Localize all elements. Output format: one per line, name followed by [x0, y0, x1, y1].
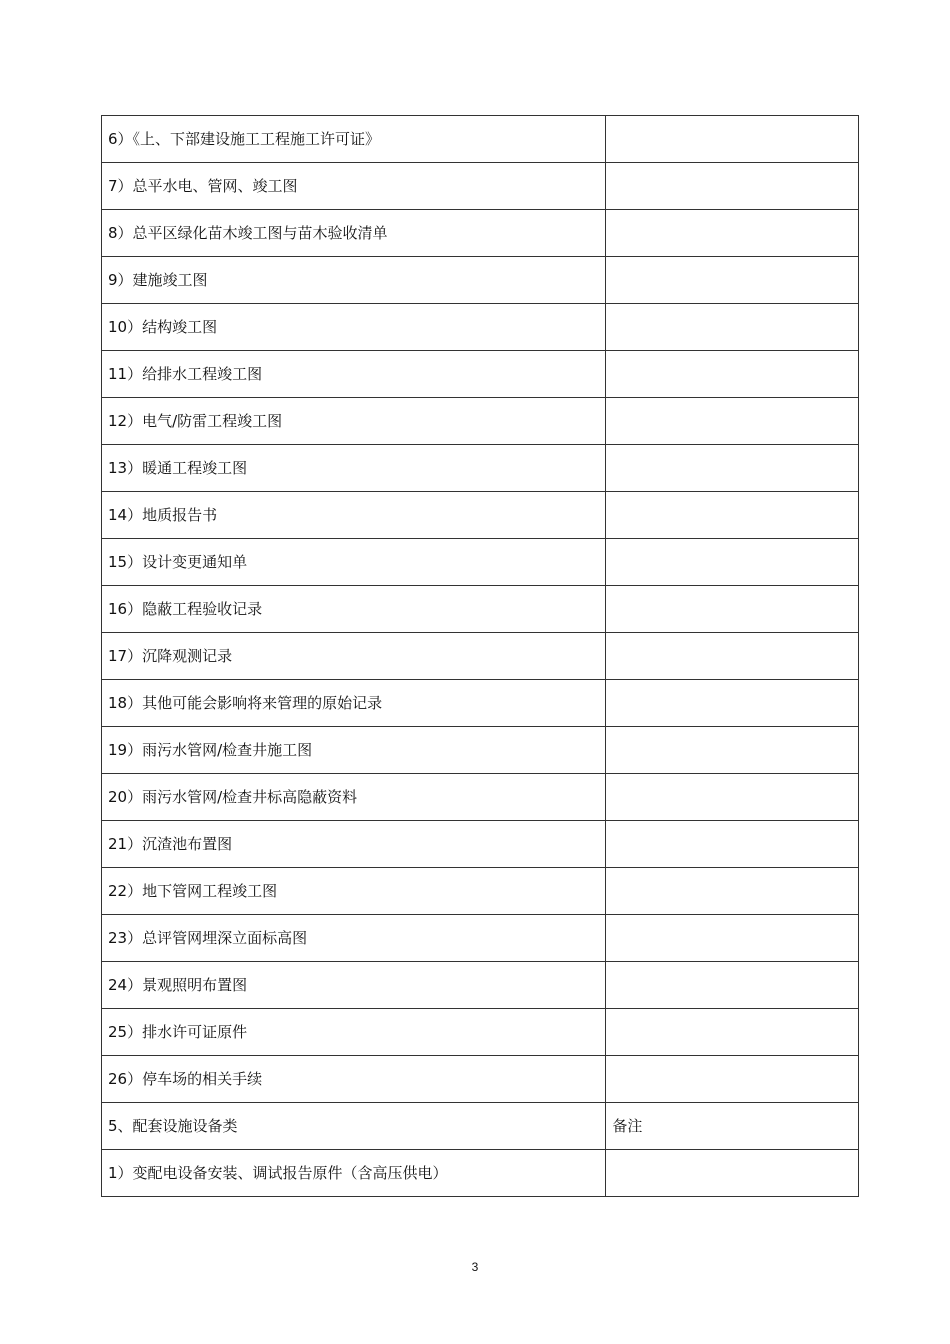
note-cell [606, 116, 859, 163]
table-row [102, 633, 859, 680]
item-cell: 21）沉渣池布置图 [102, 821, 606, 868]
note-cell [606, 915, 859, 962]
note-cell [606, 257, 859, 304]
note-cell [606, 633, 859, 680]
note-cell [606, 962, 859, 1009]
note-cell [606, 774, 859, 821]
table-row [102, 868, 859, 915]
item-cell: 24）景观照明布置图 [102, 962, 606, 1009]
remarks-header-cell: 备注 [606, 1103, 859, 1150]
item-cell: 6）《上、下部建设施工工程施工许可证》 [102, 116, 606, 163]
item-cell: 19）雨污水管网/检查井施工图 [102, 727, 606, 774]
note-cell [606, 1056, 859, 1103]
note-cell [606, 492, 859, 539]
table-row [102, 774, 859, 821]
table-row [102, 210, 859, 257]
table-row [102, 398, 859, 445]
table-row [102, 821, 859, 868]
table-row [102, 1009, 859, 1056]
section-header-row [102, 1103, 859, 1150]
item-cell: 8）总平区绿化苗木竣工图与苗木验收清单 [102, 210, 606, 257]
table-row [102, 1056, 859, 1103]
table-row [102, 445, 859, 492]
note-cell [606, 727, 859, 774]
table-row [102, 727, 859, 774]
note-cell [606, 163, 859, 210]
table-row [102, 962, 859, 1009]
item-cell: 22）地下管网工程竣工图 [102, 868, 606, 915]
table-row [102, 351, 859, 398]
item-cell: 13）暖通工程竣工图 [102, 445, 606, 492]
table-row [102, 163, 859, 210]
note-cell [606, 1150, 859, 1197]
item-cell: 12）电气/防雷工程竣工图 [102, 398, 606, 445]
item-cell: 14）地质报告书 [102, 492, 606, 539]
item-cell: 11）给排水工程竣工图 [102, 351, 606, 398]
item-cell: 26）停车场的相关手续 [102, 1056, 606, 1103]
section-title-cell: 5、配套设施设备类 [102, 1103, 606, 1150]
table-row [102, 586, 859, 633]
note-cell [606, 304, 859, 351]
page-number: 3 [471, 1260, 479, 1274]
checklist-body [102, 116, 859, 1197]
item-cell: 23）总评管网埋深立面标高图 [102, 915, 606, 962]
item-cell: 10）结构竣工图 [102, 304, 606, 351]
item-cell: 9）建施竣工图 [102, 257, 606, 304]
note-cell [606, 210, 859, 257]
item-cell: 16）隐蔽工程验收记录 [102, 586, 606, 633]
table-row [102, 257, 859, 304]
table-row [102, 1150, 859, 1197]
item-cell: 25）排水许可证原件 [102, 1009, 606, 1056]
note-cell [606, 1009, 859, 1056]
note-cell [606, 586, 859, 633]
table-row [102, 116, 859, 163]
document-checklist-table [101, 115, 859, 1197]
table-row [102, 680, 859, 727]
note-cell [606, 351, 859, 398]
table-row [102, 915, 859, 962]
table-row [102, 492, 859, 539]
item-cell: 17）沉降观测记录 [102, 633, 606, 680]
item-cell: 20）雨污水管网/检查井标高隐蔽资料 [102, 774, 606, 821]
note-cell [606, 821, 859, 868]
note-cell [606, 539, 859, 586]
item-cell: 7）总平水电、管网、竣工图 [102, 163, 606, 210]
item-cell: 15）设计变更通知单 [102, 539, 606, 586]
table-row [102, 539, 859, 586]
note-cell [606, 680, 859, 727]
note-cell [606, 868, 859, 915]
note-cell [606, 445, 859, 492]
note-cell [606, 398, 859, 445]
item-cell: 1）变配电设备安装、调试报告原件（含高压供电） [102, 1150, 606, 1197]
item-cell: 18）其他可能会影响将来管理的原始记录 [102, 680, 606, 727]
table-row [102, 304, 859, 351]
